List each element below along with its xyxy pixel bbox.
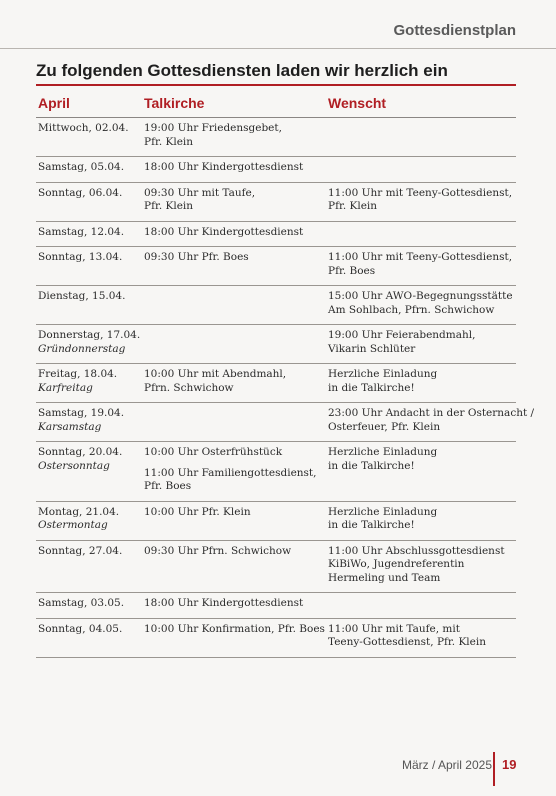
wenscht-cell <box>328 623 520 650</box>
table-row <box>36 247 516 286</box>
service-text: in die Talkirche! <box>328 459 415 472</box>
service-text: 11:00 Uhr mit Teeny-Gottesdienst, <box>328 186 513 199</box>
service-text: Osterfeuer, Pfr. Klein <box>328 420 441 433</box>
date-text: Dienstag, 15.04. <box>38 290 126 302</box>
service-text: Herzliche Einladung <box>328 368 438 380</box>
service-text: 11:00 Uhr mit Taufe, mit <box>328 622 460 635</box>
table-row <box>36 619 516 658</box>
section-title: Gottesdienstplan <box>393 22 516 39</box>
table-row <box>36 442 516 502</box>
service-text: 11:00 Uhr mit Teeny-Gottesdienst, <box>328 251 513 263</box>
service-text: Pfr. Klein <box>144 135 194 148</box>
column-header-talkirche: Talkirche <box>144 95 205 111</box>
table-row <box>36 118 516 157</box>
date-cell <box>38 251 142 265</box>
table-row <box>36 593 516 619</box>
wenscht-cell <box>328 251 520 278</box>
service-text: Herzliche Einladung <box>328 505 438 518</box>
service-text: 18:00 Uhr Kindergottesdienst <box>144 161 304 173</box>
table-row <box>36 325 516 364</box>
wenscht-cell <box>328 368 520 395</box>
talkirche-cell <box>144 446 324 494</box>
wenscht-cell <box>328 506 520 533</box>
service-text: in die Talkirche! <box>328 381 415 394</box>
date-cell <box>38 290 142 304</box>
talkirche-cell <box>144 368 324 395</box>
service-text: Teeny-Gottesdienst, Pfr. Klein <box>328 636 486 648</box>
wenscht-cell <box>328 407 535 434</box>
service-text: 10:00 Uhr Pfr. Klein <box>144 505 251 518</box>
date-text: Mittwoch, 02.04. <box>38 122 129 134</box>
column-header-april: April <box>38 95 70 111</box>
talkirche-cell <box>144 251 324 265</box>
service-text: 19:00 Uhr Feierabendmahl, <box>328 329 476 341</box>
date-text: Freitag, 18.04. <box>38 368 118 380</box>
service-text: 10:00 Uhr Konfirmation, Pfr. Boes <box>144 622 325 635</box>
holiday-name: Gründonnerstag <box>38 342 126 355</box>
date-cell <box>38 407 142 434</box>
table-row <box>36 541 516 594</box>
date-text: Samstag, 05.04. <box>38 161 125 173</box>
service-text: Pfr. Klein <box>144 200 194 212</box>
talkirche-cell <box>144 187 324 214</box>
date-cell <box>38 122 142 136</box>
wenscht-cell <box>328 187 520 214</box>
service-table <box>36 118 535 658</box>
table-row <box>36 364 516 403</box>
service-text: Pfr. Boes <box>328 264 376 277</box>
service-text: Pfr. Klein <box>328 200 378 212</box>
talkirche-cell <box>144 226 324 240</box>
service-text: Herzliche Einladung <box>328 446 438 458</box>
talkirche-cell <box>144 506 324 520</box>
date-cell <box>38 161 142 175</box>
wenscht-cell <box>328 290 520 317</box>
service-text: 11:00 Uhr Abschlussgottesdienst <box>328 544 505 557</box>
wenscht-cell <box>328 329 520 356</box>
talkirche-cell <box>144 597 324 611</box>
footer-divider <box>493 752 495 786</box>
column-header-wenscht: Wenscht <box>328 95 387 111</box>
service-text: Vikarin Schlüter <box>328 342 416 355</box>
date-cell <box>38 597 142 611</box>
table-row <box>36 157 516 183</box>
date-cell <box>38 226 142 240</box>
issue-label: März / April 2025 <box>401 758 492 772</box>
service-text: 09:30 Uhr Pfr. Boes <box>144 251 249 263</box>
talkirche-cell <box>144 161 324 175</box>
talkirche-cell <box>144 545 324 559</box>
service-text: 18:00 Uhr Kindergottesdienst <box>144 225 304 238</box>
date-cell <box>38 545 142 559</box>
service-text: 19:00 Uhr Friedensgebet, <box>144 122 282 134</box>
date-cell <box>38 623 142 637</box>
table-row <box>36 222 516 248</box>
service-text: in die Talkirche! <box>328 519 415 531</box>
service-text: 23:00 Uhr Andacht in der Osternacht / <box>328 407 535 419</box>
holiday-name: Karfreitag <box>38 381 93 394</box>
talkirche-cell <box>144 122 324 149</box>
service-text: 09:30 Uhr mit Taufe, <box>144 186 256 199</box>
date-text: Sonntag, 04.05. <box>38 622 123 635</box>
date-text: Sonntag, 06.04. <box>38 186 123 199</box>
headline-divider <box>36 84 516 86</box>
service-text: 11:00 Uhr Familiengottesdienst, <box>144 466 317 479</box>
wenscht-cell <box>328 545 520 586</box>
date-text: Samstag, 12.04. <box>38 225 125 238</box>
service-text: Pfr. Boes <box>144 480 192 492</box>
date-cell <box>38 187 142 201</box>
table-row <box>36 286 516 325</box>
date-text: Montag, 21.04. <box>38 505 120 518</box>
date-text: Sonntag, 20.04. <box>38 446 123 458</box>
table-row <box>36 502 516 541</box>
service-text: Am Sohlbach, Pfrn. Schwichow <box>328 303 495 316</box>
holiday-name: Karsamstag <box>38 420 102 433</box>
date-text: Sonntag, 13.04. <box>38 251 123 263</box>
date-cell <box>38 329 142 356</box>
talkirche-cell <box>144 623 324 637</box>
date-cell <box>38 506 142 533</box>
service-text: 10:00 Uhr mit Abendmahl, <box>144 368 287 380</box>
date-text: Sonntag, 27.04. <box>38 544 123 557</box>
service-text: Hermeling und Team <box>328 571 441 584</box>
service-text: 18:00 Uhr Kindergottesdienst <box>144 597 304 609</box>
holiday-name: Ostermontag <box>38 519 108 531</box>
date-text: Samstag, 03.05. <box>38 597 125 609</box>
date-text: Samstag, 19.04. <box>38 407 125 419</box>
page-header <box>0 0 556 49</box>
table-row <box>36 403 535 442</box>
service-text: Pfrn. Schwichow <box>144 381 234 394</box>
page-number: 19 <box>502 757 517 772</box>
table-row <box>36 183 516 222</box>
holiday-name: Ostersonntag <box>38 459 110 472</box>
service-text: KiBiWo, Jugendreferentin <box>328 558 465 570</box>
date-text: Donnerstag, 17.04. <box>38 329 141 341</box>
wenscht-cell <box>328 446 520 473</box>
page-headline: Zu folgenden Gottesdiensten laden wir herzlich ein <box>36 61 448 80</box>
date-cell <box>38 446 142 473</box>
service-text: 09:30 Uhr Pfrn. Schwichow <box>144 544 292 557</box>
service-text: 10:00 Uhr Osterfrühstück <box>144 446 283 458</box>
service-text: 15:00 Uhr AWO-Begegnungsstätte <box>328 290 513 302</box>
date-cell <box>38 368 142 395</box>
